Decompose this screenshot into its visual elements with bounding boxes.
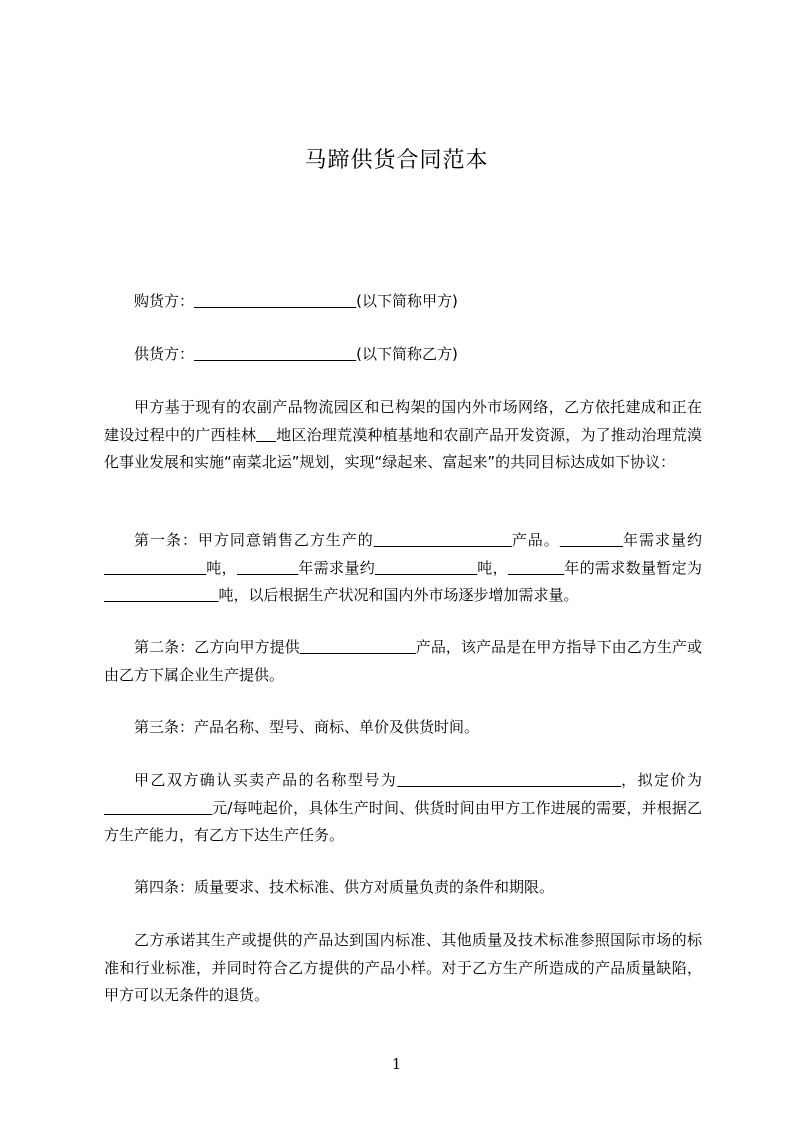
article-3-heading: 第三条：产品名称、型号、商标、单价及供货时间。 — [134, 718, 480, 736]
article-2-blank — [300, 638, 416, 656]
supplier-label: 供货方： — [134, 345, 195, 363]
article-1-text-c: 年需求量约 — [623, 531, 702, 549]
article-1-text-h: 吨，以后根据生产状况和国内外市场逐步增加需求量。 — [218, 586, 579, 604]
page-number: 1 — [391, 1055, 402, 1073]
article-3-text-a: 甲乙双方确认买卖产品的名称型号为 — [134, 771, 398, 789]
document-title: 马蹄供货合同范本 — [304, 148, 489, 173]
article-1-text-f: 吨， — [477, 558, 508, 577]
article-1-blank — [237, 559, 298, 577]
supplier-suffix: (以下简称乙方) — [356, 345, 458, 363]
article-1 — [104, 527, 702, 610]
article-1-text-a: 第一条：甲方同意销售乙方生产的 — [134, 531, 374, 549]
article-3-body — [104, 767, 702, 850]
article-1-text-b: 产品。 — [511, 531, 560, 549]
article-3-blank — [104, 799, 212, 817]
supplier-blank — [194, 345, 356, 363]
article-1-text-g: 年的需求数量暂定为 — [564, 558, 702, 577]
buyer-label: 购货方： — [134, 292, 195, 310]
buyer-suffix: (以下简称甲方) — [356, 292, 458, 310]
article-2 — [104, 634, 702, 689]
intro-text-b: 地区治理荒漠种植基地和农副产品开发资源，为了推动治理荒漠化事业发展和实施“南菜北运”规划，实现“绿起来、富起来”的共同目标达成如下协议： — [104, 425, 702, 471]
article-1-blank — [375, 559, 477, 577]
intro-text-a: 甲方基于现有的农副产品物流园区和已构架的国内外市场网络，乙方依托建成和正在建设过程中的广西桂林 — [104, 398, 702, 444]
intro-paragraph — [104, 394, 702, 477]
buyer-blank — [194, 292, 356, 310]
article-4-body: 乙方承诺其生产或提供的产品达到国内标准、其他质量及技术标准参照国际市场的标准和行业标准，并同时符合乙方提供的产品小样。对于乙方生产所造成的产品质量缺陷，甲方可以无条件的退货。 — [104, 931, 702, 1004]
article-2-text-b: 产品，该产品是在甲方指导下由乙方生产或由乙方下属企业生产提供。 — [104, 638, 702, 684]
article-1-blank — [508, 559, 564, 577]
article-1-blank — [104, 586, 218, 604]
buyer-line — [104, 289, 704, 313]
article-3-text-b: ，拟定价为 — [621, 771, 702, 789]
article-1-blank — [374, 531, 512, 549]
supplier-line — [104, 342, 704, 366]
article-3-blank — [397, 771, 621, 789]
article-1-blank — [104, 559, 206, 577]
article-4-heading: 第四条：质量要求、技术标准、供方对质量负责的条件和期限。 — [134, 878, 555, 896]
article-1-text-e: 年需求量约 — [298, 558, 376, 577]
article-3-text-c: 元/每吨起价，具体生产时间、供货时间由甲方工作进展的需要，并根据乙方生产能力，有乙方下达生产任务。 — [104, 798, 702, 844]
article-2-text-a: 第二条：乙方向甲方提供 — [134, 638, 300, 656]
article-1-text-d: 吨， — [206, 558, 237, 577]
article-1-blank — [560, 531, 623, 549]
intro-blank — [256, 426, 276, 444]
